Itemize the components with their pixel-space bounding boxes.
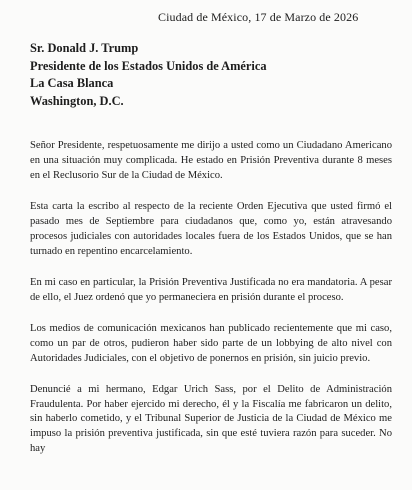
addressee-city: Washington, D.C. xyxy=(30,93,124,108)
paragraph-particular-case: En mi caso en particular, la Prisión Preventiva Justificada no era mandatoria. A pesar de ello, el Juez ordenó que yo permaneciera en prisión durante el proceso. xyxy=(30,276,392,303)
addressee-block xyxy=(30,40,267,110)
paragraph-intro: Señor Presidente, respetuosamente me dirijo a usted como un Ciudadano Americano en una situación muy complicada. He estado en Prisión Preventiva durante 8 meses en el Reclusorio Sur de la Ciudad de México. xyxy=(30,140,392,181)
paragraph-complaint: Denuncié a mi hermano, Edgar Urich Sass, por el Delito de Administración Fraudulenta. Por haber ejercido mi derecho, él y la Fiscalía me fabricaron un delito, sin haberlo cometido, y el Tribunal Superior de Justicia de la Ciudad de México me impuso la prisión preventiva justificada, sin que esté tuviera razón para suceder. No hay xyxy=(30,383,392,455)
paragraph-executive-order: Esta carta la escribo al respecto de la reciente Orden Ejecutiva que usted firmó el pasado mes de Septiembre para ciudadanos que, como yo, están atravesando procesos judiciales con autoridades locales fuera de los Estados Unidos, que se han turnado en repentino encarcelamiento. xyxy=(30,200,392,257)
letter-date: Ciudad de México, 17 de Marzo de 2026 xyxy=(158,10,359,24)
addressee-title: Presidente de los Estados Unidos de América xyxy=(30,58,267,73)
letter-body xyxy=(30,139,392,457)
addressee-office: La Casa Blanca xyxy=(30,76,114,91)
paragraph-media: Los medios de comunicación mexicanos han publicado recientemente que mi caso, como un par de otros, pudieron haber sido parte de un lobbying de alto nivel con Autoridades Judiciales, con el objetivo de ponernos en prisión, sin juicio previo. xyxy=(30,322,392,364)
addressee-name: Sr. Donald J. Trump xyxy=(30,41,139,55)
